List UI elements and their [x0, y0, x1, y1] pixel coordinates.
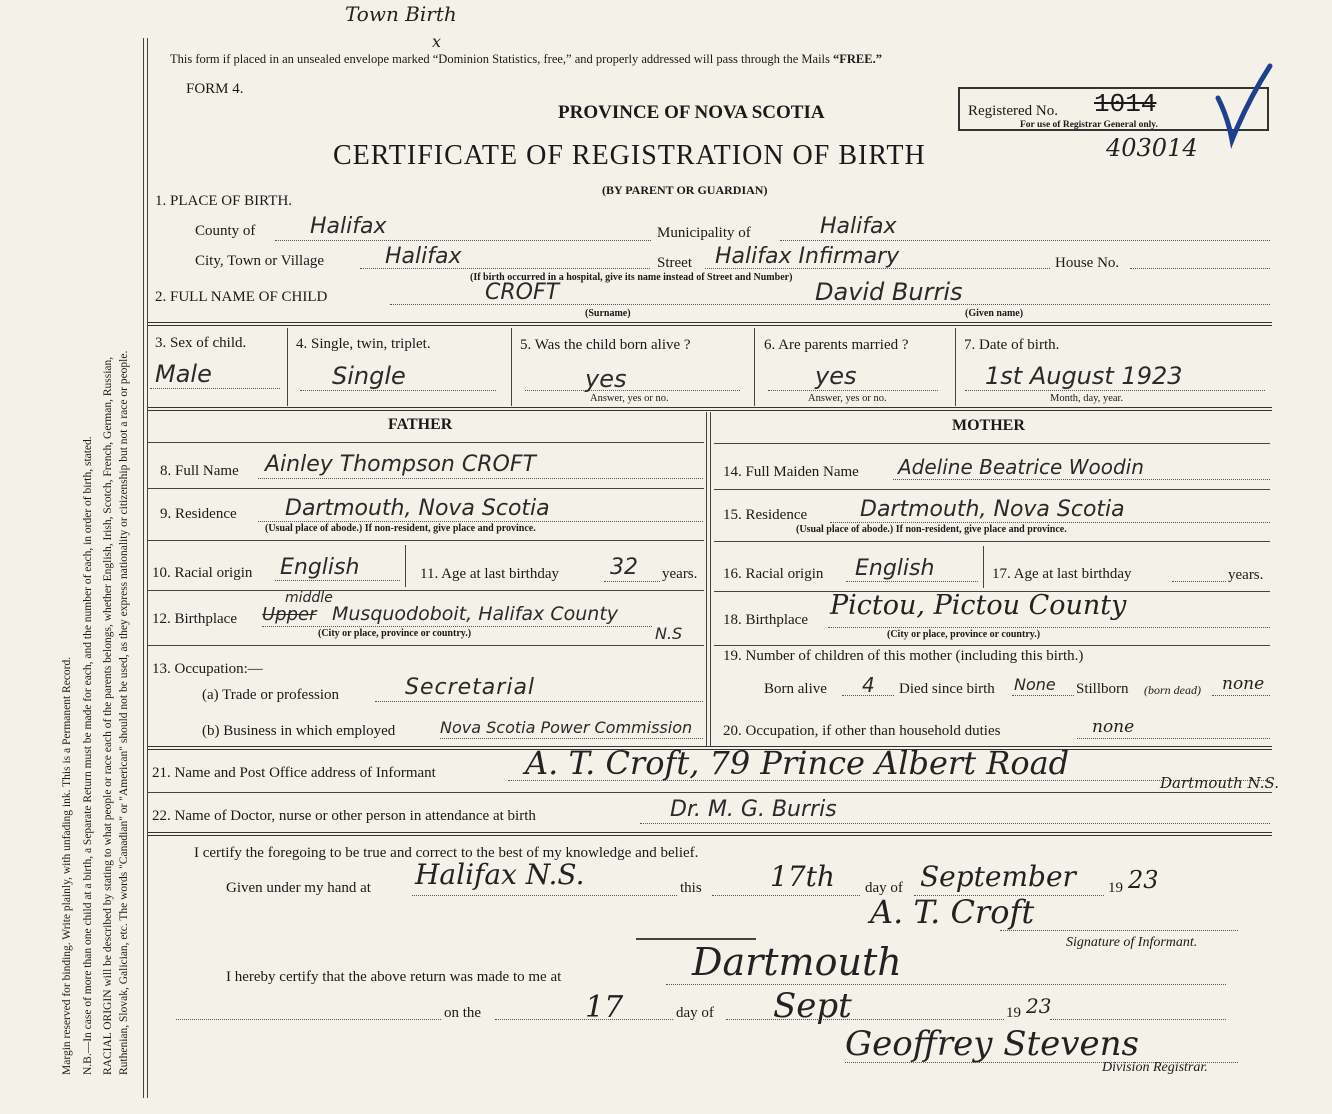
father-occupation-label: 13. Occupation:—	[152, 661, 263, 677]
mother-occupation-value: none	[1092, 717, 1135, 737]
given-name-caption: (Given name)	[965, 308, 1024, 319]
informant-label: 21. Name and Post Office address of Informant	[152, 765, 436, 781]
father-birthplace-insert: middle	[285, 590, 333, 606]
registrar-caption: Division Registrar.	[1102, 1060, 1208, 1075]
sex-label: 3. Sex of child.	[155, 335, 247, 351]
father-business-label: (b) Business in which employed	[202, 723, 396, 739]
married-line	[768, 390, 938, 391]
registrar-month-value: Sept	[773, 986, 852, 1026]
registrar-year-line	[1050, 1019, 1226, 1020]
county-label: County of	[195, 223, 256, 239]
married-value: yes	[815, 362, 857, 390]
father-racial-label: 10. Racial origin	[152, 565, 253, 581]
left-border-line	[143, 38, 144, 1098]
stillborn-label: Stillborn	[1076, 681, 1129, 697]
divider-5	[148, 832, 1272, 836]
born-alive-value: 4	[862, 673, 875, 697]
born-alive-label: Born alive	[764, 681, 827, 697]
given-day-line	[712, 895, 860, 896]
city-value: Halifax	[385, 244, 462, 269]
married-label: 6. Are parents married ?	[764, 337, 909, 353]
city-label: City, Town or Village	[195, 253, 325, 269]
divider-4	[148, 792, 1272, 793]
mother-children-label: 19. Number of children of this mother (including this birth.)	[723, 648, 1084, 664]
father-birthplace-caption: (City or place, province or country.)	[318, 628, 472, 639]
mother-heading: MOTHER	[952, 417, 1025, 434]
margin-note-racial-origin-cont: Ruthenian, Slovak, Galician, etc. The words "Canadian" or "American" should not be used, as they express nationality or citizenship but not a race or people.	[118, 350, 130, 1075]
col-divider-5	[754, 328, 755, 406]
father-racial-value: English	[280, 555, 360, 580]
father-racial-line	[275, 580, 400, 581]
given-day-value: 17th	[770, 860, 835, 893]
informant-value-2: Dartmouth N.S.	[1160, 774, 1279, 792]
given-year-value: 23	[1128, 866, 1159, 894]
father-age-value: 32	[610, 555, 638, 580]
mother-birthplace-label: 18. Birthplace	[723, 612, 808, 628]
registered-number: 1014	[1094, 89, 1157, 119]
municipality-line	[780, 240, 1270, 241]
this-label: this	[680, 880, 702, 896]
margin-note-racial-origin: RACIAL ORIGIN will be described by stating to what people or race each of the parents belongs, whether English, Irish, Scotch, French, German, Russian,	[102, 356, 114, 1075]
mail-notice-free: “FREE.”	[833, 52, 882, 66]
top-x-mark: x	[432, 32, 442, 51]
mother-rule-4	[714, 645, 1270, 646]
certify-statement: I certify the foregoing to be true and correct to the best of my knowledge and belief.	[194, 845, 699, 861]
father-trade-line	[375, 701, 703, 702]
father-age-line	[604, 581, 660, 582]
given-under-label: Given under my hand at	[226, 880, 371, 896]
father-trade-label: (a) Trade or profession	[202, 687, 340, 703]
father-business-line	[440, 738, 703, 739]
registrar-signature: Geoffrey Stevens	[845, 1024, 1139, 1064]
center-divider-b	[710, 412, 711, 747]
margin-note-nb: N.B.—In case of more than one child at a birth, a Separate Return must be made for each, and the number of each, in order of birth, stated.	[82, 436, 94, 1075]
father-rule-4	[148, 645, 704, 646]
mother-occupation-label: 20. Occupation, if other than household duties	[723, 723, 1001, 739]
street-label: Street	[657, 255, 692, 271]
father-birthplace-suffix: N.S	[655, 624, 683, 643]
registrar-month-line	[726, 1019, 1004, 1020]
father-heading-rule	[148, 442, 704, 443]
house-line	[1130, 268, 1270, 269]
alive-label: 5. Was the child born alive ?	[520, 337, 691, 353]
informant-signature-line	[1000, 930, 1238, 931]
top-annotation: Town Birth	[345, 2, 457, 26]
mail-notice-text: This form if placed in an unsealed envelope marked “Dominion Statistics, free,” and properly addressed will pass through the Mails	[170, 52, 830, 66]
doctor-label: 22. Name of Doctor, nurse or other person in attendance at birth	[152, 808, 536, 824]
father-residence-value: Dartmouth, Nova Scotia	[285, 496, 550, 521]
given-day-of-label: day of	[865, 880, 903, 896]
mother-birthplace-caption: (City or place, province or country.)	[887, 629, 1041, 640]
mother-residence-value: Dartmouth, Nova Scotia	[860, 497, 1125, 522]
house-label: House No.	[1055, 255, 1120, 271]
margin-note-binding: Margin reserved for binding. Write plainly, with unfading ink. This is a Permanent Record.	[61, 656, 73, 1075]
plurality-label: 4. Single, twin, triplet.	[296, 336, 431, 352]
mother-age-line	[1172, 581, 1226, 582]
father-residence-line	[258, 521, 703, 522]
father-birthplace-struck: Upper	[262, 604, 317, 625]
father-birthplace-label: 12. Birthplace	[152, 611, 237, 627]
municipality-label: Municipality of	[657, 225, 751, 241]
alive-line	[525, 390, 740, 391]
col-divider-4	[511, 328, 512, 406]
registrar-day-of-label: day of	[676, 1005, 714, 1021]
col-divider-3	[287, 328, 288, 406]
stamp-number: 403014	[1106, 134, 1198, 162]
married-caption: Answer, yes or no.	[808, 393, 887, 404]
stillborn-line	[1212, 695, 1270, 696]
child-name-label: 2. FULL NAME OF CHILD	[155, 289, 328, 305]
alive-value: yes	[585, 365, 627, 393]
mother-age-unit: years.	[1228, 567, 1264, 583]
informant-value: A. T. Croft, 79 Prince Albert Road	[525, 744, 1070, 782]
surname-caption: (Surname)	[585, 308, 631, 319]
father-birthplace-value: Musquodoboit, Halifax County	[332, 603, 619, 625]
mother-occupation-line	[1077, 738, 1270, 739]
father-age-unit: years.	[662, 566, 698, 582]
center-divider-a	[706, 412, 707, 747]
mother-racial-line	[846, 581, 978, 582]
father-rule-3	[148, 590, 704, 591]
died-label: Died since birth	[899, 681, 995, 697]
divider-1	[148, 322, 1272, 326]
father-name-line	[258, 478, 703, 479]
father-heading: FATHER	[388, 416, 453, 433]
mother-name-value: Adeline Beatrice Woodin	[898, 455, 1144, 479]
mother-name-line	[893, 479, 1270, 480]
registrar-pre-line	[176, 1019, 441, 1020]
informant-signature: A. T. Croft	[870, 893, 1035, 931]
dob-caption: Month, day, year.	[1050, 393, 1124, 404]
father-rule-1	[148, 488, 704, 489]
mother-col-divider	[983, 546, 984, 588]
mother-residence-label: 15. Residence	[723, 507, 808, 523]
father-business-value: Nova Scotia Power Commission	[440, 718, 693, 737]
mother-heading-rule	[714, 443, 1270, 444]
child-given-name: David Burris	[815, 278, 963, 306]
mother-racial-label: 16. Racial origin	[723, 566, 824, 582]
died-value: None	[1014, 675, 1056, 694]
mail-notice	[170, 52, 882, 67]
given-year-prefix: 19	[1108, 880, 1123, 896]
father-residence-caption: (Usual place of abode.) If non-resident, give place and province.	[265, 523, 536, 534]
registrar-statement: I hereby certify that the above return was made to me at	[226, 969, 562, 985]
father-residence-label: 9. Residence	[160, 506, 237, 522]
died-line	[1012, 695, 1074, 696]
mother-birthplace-line	[828, 627, 1270, 628]
doctor-value: Dr. M. G. Burris	[670, 797, 837, 822]
given-place-line	[412, 895, 677, 896]
stillborn-note: (born dead)	[1144, 683, 1201, 697]
informant-signature-caption: Signature of Informant.	[1066, 935, 1198, 950]
street-value: Halifax Infirmary	[715, 244, 900, 269]
dob-value: 1st August 1923	[985, 362, 1183, 390]
registrar-year-value: 23	[1026, 994, 1052, 1018]
mother-residence-caption: (Usual place of abode.) If non-resident, give place and province.	[796, 524, 1067, 535]
registrar-place-line	[666, 984, 1226, 985]
registrar-on-the-label: on the	[444, 1005, 482, 1021]
father-col-divider	[405, 545, 406, 587]
registered-label: Registered No.	[968, 103, 1058, 119]
divider-2	[148, 407, 1272, 411]
registrar-year-prefix: 19	[1006, 1005, 1021, 1021]
county-value: Halifax	[310, 214, 387, 239]
alive-caption: Answer, yes or no.	[590, 393, 669, 404]
father-name-label: 8. Full Name	[160, 463, 239, 479]
child-surname: CROFT	[485, 280, 560, 305]
given-place-value: Halifax N.S.	[415, 858, 585, 891]
page-title: CERTIFICATE OF REGISTRATION OF BIRTH	[333, 140, 926, 171]
col-divider-6	[955, 328, 956, 406]
dob-line	[965, 390, 1265, 391]
province-heading: PROVINCE OF NOVA SCOTIA	[558, 102, 825, 123]
form-number: FORM 4.	[186, 81, 244, 97]
given-month-value: September	[920, 860, 1076, 893]
sex-value: Male	[155, 360, 212, 388]
page-subtitle: (BY PARENT OR GUARDIAN)	[602, 183, 768, 197]
county-line	[275, 240, 651, 241]
place-of-birth-heading: 1. PLACE OF BIRTH.	[155, 193, 293, 209]
mother-residence-line	[830, 522, 1270, 523]
father-trade-value: Secretarial	[405, 675, 536, 700]
mother-name-label: 14. Full Maiden Name	[723, 464, 859, 480]
plurality-value: Single	[332, 362, 406, 390]
father-rule-2	[148, 540, 704, 541]
registered-box	[958, 87, 1269, 131]
doctor-line	[640, 823, 1270, 824]
sex-line	[150, 388, 280, 389]
mother-age-label: 17. Age at last birthday	[992, 566, 1132, 582]
left-border-line-inner	[147, 38, 148, 1098]
mother-racial-value: English	[855, 556, 935, 581]
mother-rule-1	[714, 489, 1270, 490]
mother-birthplace-value: Pictou, Pictou County	[830, 590, 1127, 621]
registrar-place-value: Dartmouth	[692, 940, 902, 984]
hospital-note: (If birth occurred in a hospital, give its name instead of Street and Number)	[470, 272, 793, 283]
father-name-value: Ainley Thompson CROFT	[265, 452, 536, 477]
dob-label: 7. Date of birth.	[964, 337, 1060, 353]
registrar-note: For use of Registrar General only.	[1020, 120, 1158, 130]
stillborn-value: none	[1222, 674, 1265, 694]
registrar-day-line	[495, 1019, 673, 1020]
registrar-day-value: 17	[585, 990, 624, 1025]
plurality-line	[300, 390, 496, 391]
mother-rule-2	[714, 541, 1270, 542]
municipality-value: Halifax	[820, 214, 897, 239]
father-age-label: 11. Age at last birthday	[420, 566, 559, 582]
father-birthplace-line	[262, 626, 652, 627]
